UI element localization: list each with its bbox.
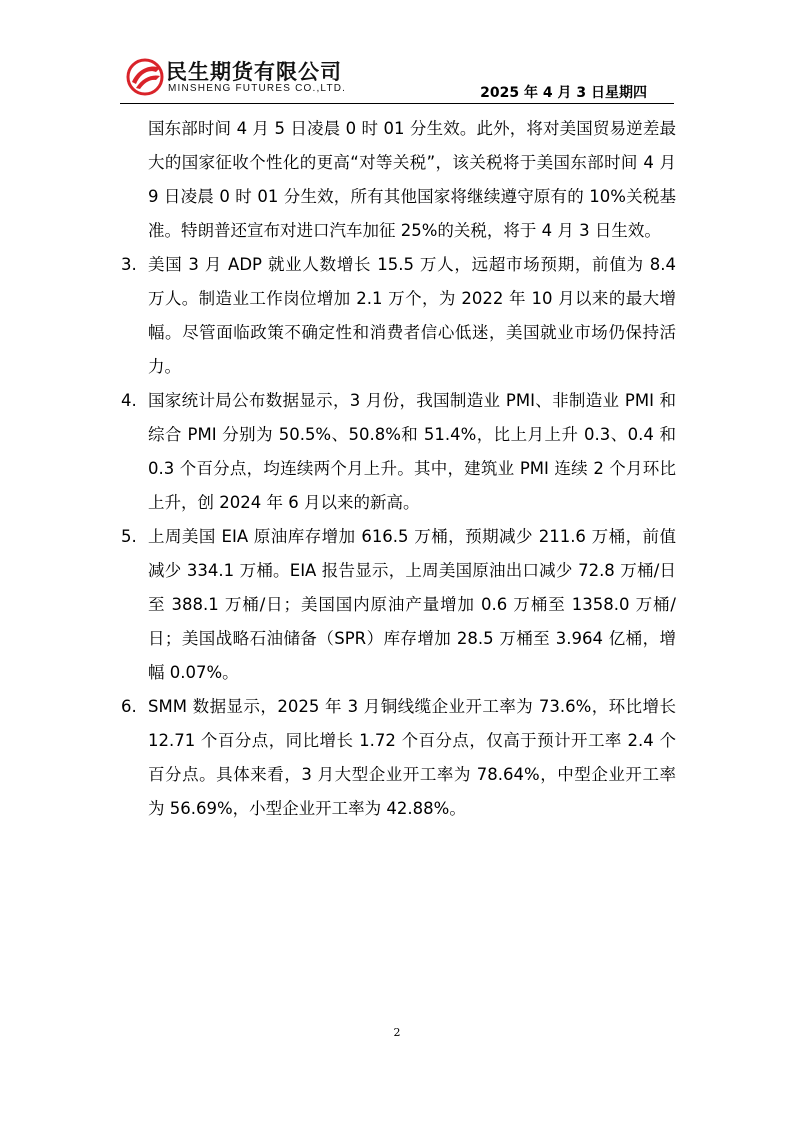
continued-paragraph: 国东部时间 4 月 5 日凌晨 0 时 01 分生效。此外，将对美国贸易逆差最大的国家征收个性化的更高“对等关税”，该关税将于美国东部时间 4 月 9 日凌晨 0 时 01 分生效，所有其他国家将继续遵守原有的 10%关税基准。特朗普还宣布对进口汽车加征 25%的关税，将于 4 月 3 日生效。 <box>148 119 676 240</box>
list-item <box>121 248 676 384</box>
list-item <box>121 384 676 520</box>
list-item-text: 上周美国 EIA 原油库存增加 616.5 万桶，预期减少 211.6 万桶，前值减少 334.1 万桶。EIA 报告显示，上周美国原油出口减少 72.8 万桶/日至 388.1 万桶/日；美国国内原油产量增加 0.6 万桶至 1358.0 万桶/日；美国战略石油储备（SPR）库存增加 28.5 万桶至 3.964 亿桶，增幅 0.07%。 <box>148 527 676 682</box>
list-item <box>121 690 676 826</box>
list-item-number: 3. <box>121 255 137 274</box>
list-item-number: 6. <box>121 697 137 716</box>
list-item-text: 美国 3 月 ADP 就业人数增长 15.5 万人，远超市场预期，前值为 8.4 万人。制造业工作岗位增加 2.1 万个，为 2022 年 10 月以来的最大增幅。尽管面临政策不确定性和消费者信心低迷，美国就业市场仍保持活力。 <box>148 255 676 376</box>
minsheng-logo-icon <box>126 58 164 96</box>
company-logo <box>126 56 366 102</box>
list-item-text: 国家统计局公布数据显示，3 月份，我国制造业 PMI、非制造业 PMI 和综合 PMI 分别为 50.5%、50.8%和 51.4%，比上月上升 0.3、0.4 和 0.3 个百分点，均连续两个月上升。其中，建筑业 PMI 连续 2 个月环比上升，创 2024 年 6 月以来的新高。 <box>148 391 676 512</box>
list-item-number: 5. <box>121 527 137 546</box>
document-body <box>121 112 676 826</box>
header-divider <box>120 103 674 104</box>
list-item-number: 4. <box>121 391 137 410</box>
report-date: 2025 年 4 月 3 日星期四 <box>480 85 647 101</box>
page-number: 2 <box>393 1026 401 1039</box>
list-item-text: SMM 数据显示，2025 年 3 月铜线缆企业开工率为 73.6%，环比增长 12.71 个百分点，同比增长 1.72 个百分点，仅高于预计开工率 2.4 个百分点。具体来看，3 月大型企业开工率为 78.64%，中型企业开工率为 56.69%，小型企业开工率为 42.88%。 <box>148 697 676 818</box>
company-name-en: MINSHENG FUTURES CO.,LTD. <box>168 83 347 94</box>
list-item <box>121 520 676 690</box>
company-name-cn: 民生期货有限公司 <box>166 60 342 84</box>
